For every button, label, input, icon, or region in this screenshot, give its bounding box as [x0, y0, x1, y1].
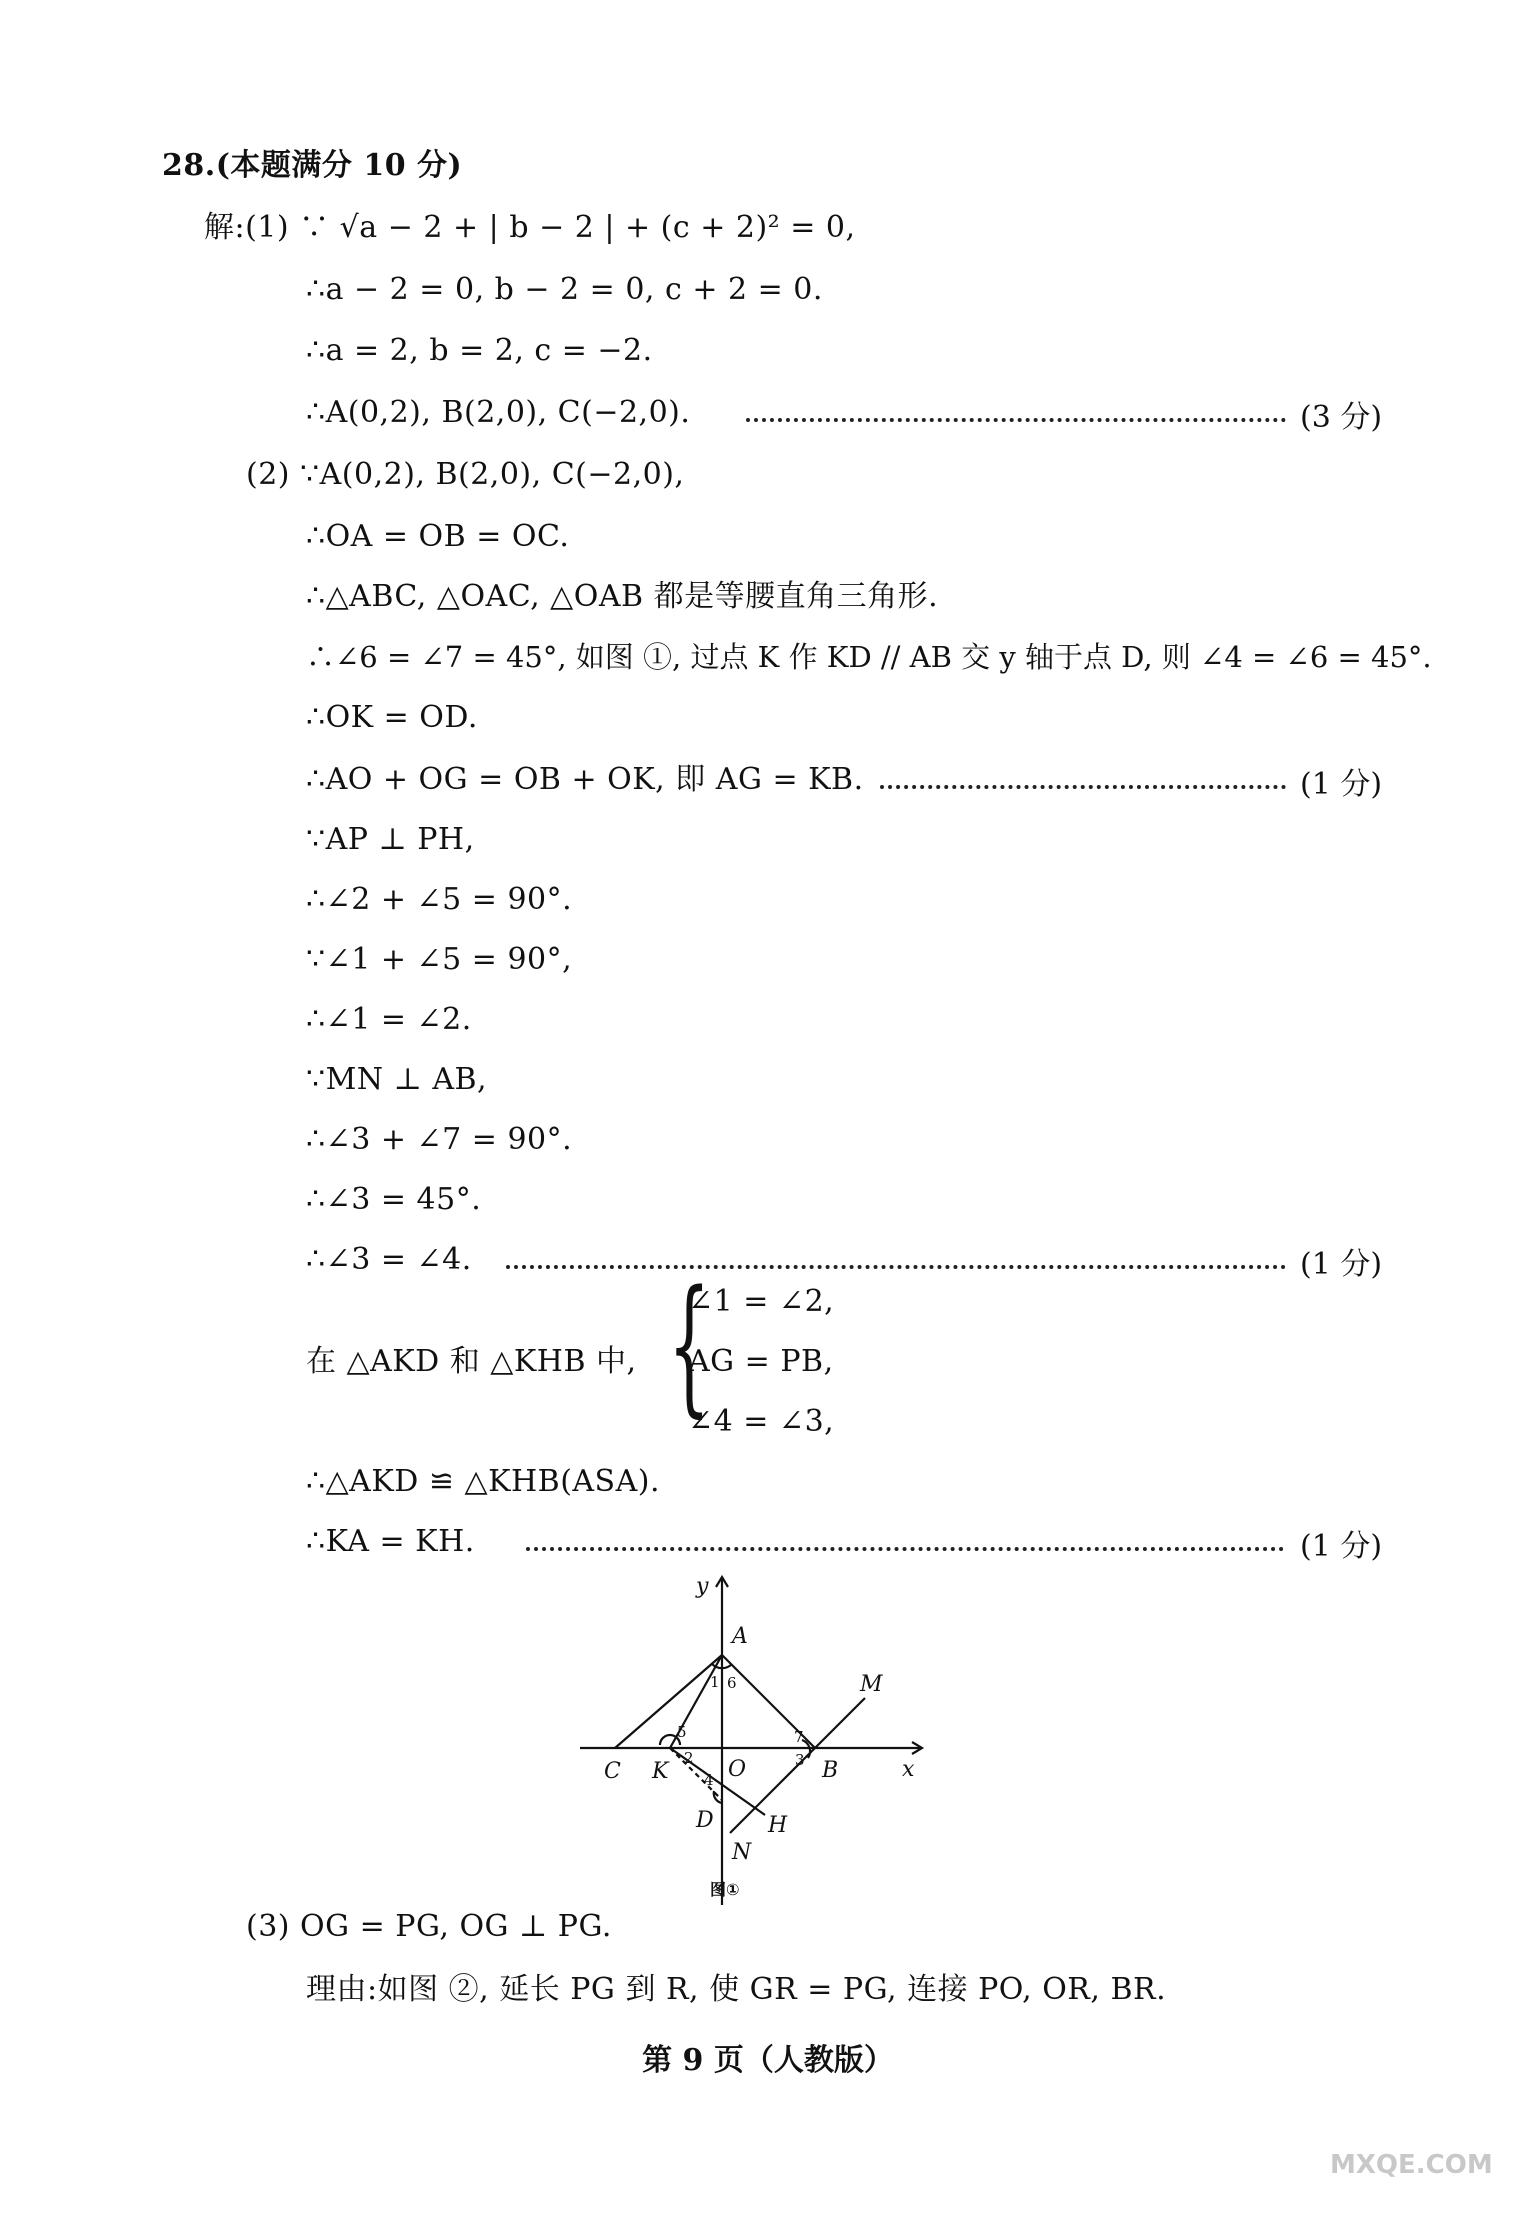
- solution-line: (3) OG = PG, OG ⊥ PG.: [246, 1909, 612, 1944]
- solution-line: 理由:如图 ②, 延长 PG 到 R, 使 GR = PG, 连接 PO, OR, BR.: [306, 1972, 1167, 2007]
- angle-label-4: 4: [704, 1771, 714, 1789]
- solution-line: ∵AP ⊥ PH,: [306, 822, 475, 857]
- geometry-figure: [560, 1565, 940, 1925]
- solution-line: ∴a = 2, b = 2, c = −2.: [306, 333, 653, 368]
- solution-line: 解:(1) ∵ √a − 2 + | b − 2 | + (c + 2)² = 0,: [204, 210, 856, 245]
- solution-line: ∴∠3 = ∠4.: [306, 1242, 472, 1277]
- solution-line: ∴KA = KH.: [306, 1524, 475, 1559]
- score-label: (3 分): [1300, 400, 1383, 435]
- condition-line: AG = PB,: [688, 1344, 834, 1379]
- label-y: y: [696, 1574, 709, 1599]
- condition-line: ∠1 = ∠2,: [688, 1284, 835, 1319]
- solution-line: ∵∠1 + ∠5 = 90°,: [306, 942, 573, 977]
- solution-line: ∴△AKD ≌ △KHB(ASA).: [306, 1464, 661, 1499]
- label-A: A: [732, 1624, 748, 1649]
- solution-line: ∴AO + OG = OB + OK, 即 AG = KB.: [306, 762, 864, 797]
- label-x: x: [902, 1757, 915, 1782]
- angle-label-5: 5: [677, 1723, 687, 1741]
- solution-line: ∴∠2 + ∠5 = 90°.: [306, 882, 573, 917]
- score-label: (1 分): [1300, 767, 1383, 802]
- solution-line: (2) ∵A(0,2), B(2,0), C(−2,0),: [246, 457, 685, 492]
- solution-line: 在 △AKD 和 △KHB 中,: [306, 1344, 637, 1379]
- solution-line: ∴OA = OB = OC.: [306, 519, 570, 554]
- label-M: M: [860, 1672, 883, 1697]
- condition-line: ∠4 = ∠3,: [688, 1404, 835, 1439]
- problem-title: 28.(本题满分 10 分): [162, 148, 463, 183]
- label-B: B: [822, 1758, 839, 1783]
- solution-line: ∴∠6 = ∠7 = 45°, 如图 ①, 过点 K 作 KD // AB 交 y 轴于点 D, 则 ∠4 = ∠6 = 45°.: [306, 640, 1432, 674]
- angle-label-1: 1: [710, 1673, 720, 1691]
- label-O: O: [728, 1757, 747, 1782]
- label-H: H: [768, 1813, 788, 1838]
- label-K: K: [652, 1759, 669, 1784]
- angle-label-2: 2: [684, 1749, 694, 1767]
- label-N: N: [732, 1840, 752, 1865]
- solution-line: ∴△ABC, △OAC, △OAB 都是等腰直角三角形.: [306, 579, 939, 614]
- label-C: C: [604, 1759, 621, 1784]
- solution-line: ∵MN ⊥ AB,: [306, 1062, 488, 1097]
- solution-line: ∴A(0,2), B(2,0), C(−2,0).: [306, 395, 691, 430]
- label-D: D: [696, 1808, 714, 1833]
- leader-dots: [880, 782, 1286, 789]
- angle-label-7: 7: [794, 1728, 804, 1746]
- brace: {: [668, 1259, 711, 1431]
- solution-line: ∴∠3 = 45°.: [306, 1182, 482, 1217]
- solution-line: ∴∠3 + ∠7 = 90°.: [306, 1122, 573, 1157]
- angle-label-3: 3: [795, 1751, 805, 1769]
- score-label: (1 分): [1300, 1247, 1383, 1282]
- leader-dots: [746, 415, 1286, 422]
- leader-dots: [506, 1262, 1286, 1269]
- angle-label-6: 6: [727, 1674, 737, 1692]
- solution-line: ∴∠1 = ∠2.: [306, 1002, 472, 1037]
- leader-dots: [526, 1544, 1284, 1551]
- score-label: (1 分): [1300, 1529, 1383, 1564]
- watermark: MXQE.COM: [1330, 2150, 1493, 2180]
- page-footer: 第 9 页（人教版）: [642, 2043, 894, 2078]
- figure-caption: 图①: [710, 1880, 740, 1899]
- solution-line: ∴OK = OD.: [306, 700, 478, 735]
- solution-line: ∴a − 2 = 0, b − 2 = 0, c + 2 = 0.: [306, 272, 823, 307]
